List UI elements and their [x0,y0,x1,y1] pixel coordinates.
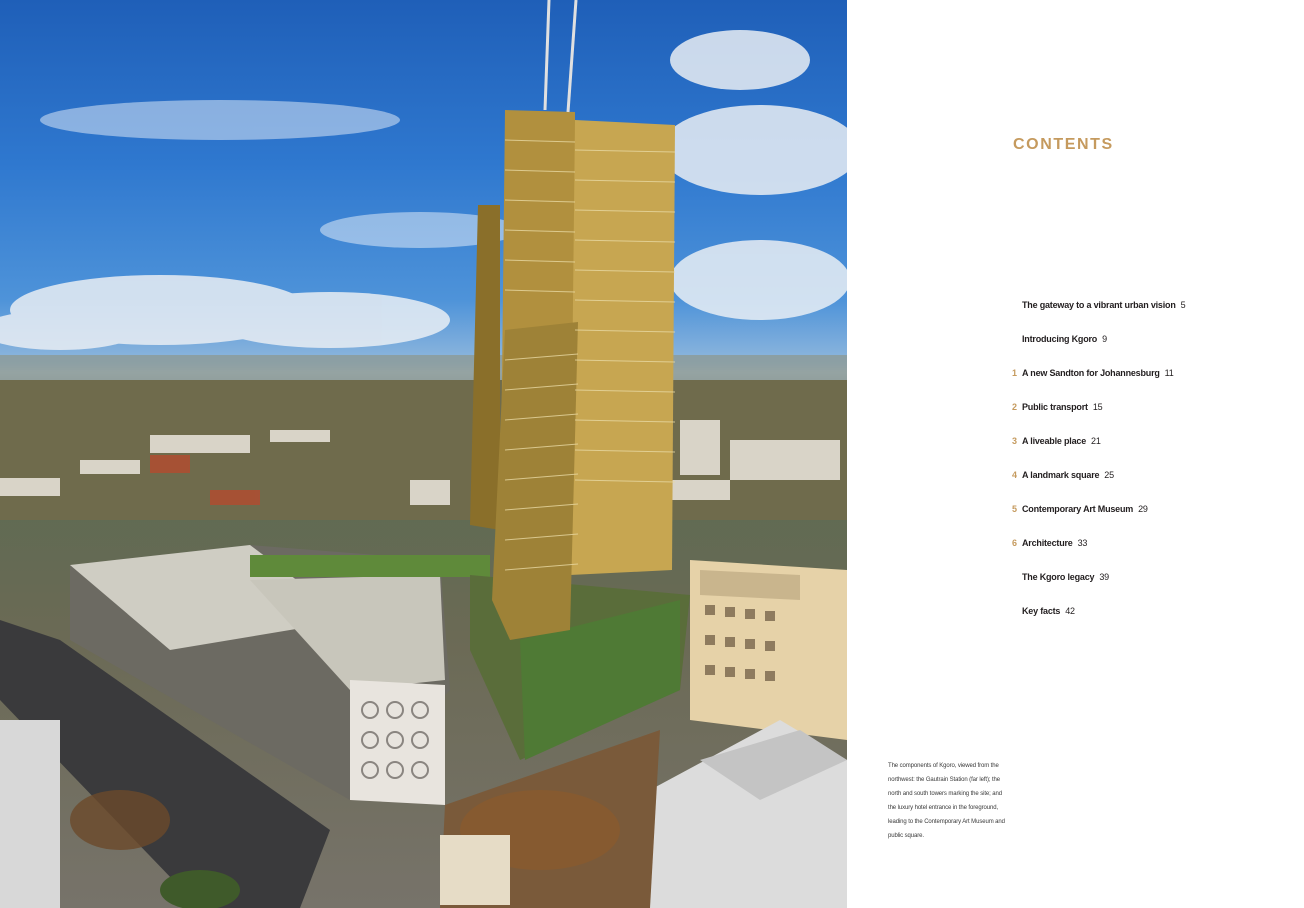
toc-item-page: 5 [1180,300,1186,310]
toc-item-label: Contemporary Art Museum 29 [1022,504,1148,514]
toc-item-page: 29 [1138,504,1148,514]
contents-heading: CONTENTS [1013,136,1114,153]
toc-item-page: 11 [1164,368,1174,378]
toc-item-page: 39 [1099,572,1109,582]
toc-item-number: 6 [1012,538,1017,548]
toc-item-page: 33 [1077,538,1088,548]
toc-item[interactable] [1012,503,1272,537]
toc-item-label: The Kgoro legacy 39 [1022,572,1109,582]
toc-item-page: 42 [1065,606,1075,616]
toc-item-number: 1 [1012,368,1017,378]
toc-item-label: Key facts 42 [1022,606,1075,616]
toc-item-label: Introducing Kgoro 9 [1022,334,1107,344]
toc-item[interactable] [1012,537,1272,571]
toc-item-number: 3 [1012,436,1017,446]
toc-item-label: The gateway to a vibrant urban vision 5 [1022,300,1186,310]
photo-caption: The components of Kgoro, viewed from the northwest: the Gautrain Station (far left); the north and south towers marking the site; and the luxury hotel entrance in the foreground, leading to the Contemporary Art Museum and public square. [888,763,1005,839]
toc-item[interactable] [1012,605,1272,639]
toc-item[interactable] [1012,367,1272,401]
toc-item[interactable] [1012,469,1272,503]
toc-item[interactable] [1012,401,1272,435]
toc-item[interactable] [1012,333,1272,367]
toc-item-page: 9 [1102,334,1107,344]
toc-item[interactable] [1012,299,1272,333]
table-of-contents [1012,299,1272,639]
toc-item[interactable] [1012,571,1272,605]
toc-item-page: 25 [1104,470,1114,480]
toc-item-label: Architecture 33 [1022,538,1088,548]
toc-item-page: 15 [1092,402,1103,412]
toc-item-page: 21 [1091,436,1101,446]
toc-item-number: 4 [1012,470,1017,480]
toc-item-label: A landmark square 25 [1022,470,1114,480]
toc-item-label: Public transport 15 [1022,402,1103,412]
toc-item-number: 5 [1012,504,1017,514]
toc-item-label: A new Sandton for Johannesburg 11 [1022,368,1174,378]
toc-item-number: 2 [1012,402,1017,412]
toc-item[interactable] [1012,435,1272,469]
toc-item-label: A liveable place 21 [1022,436,1101,446]
